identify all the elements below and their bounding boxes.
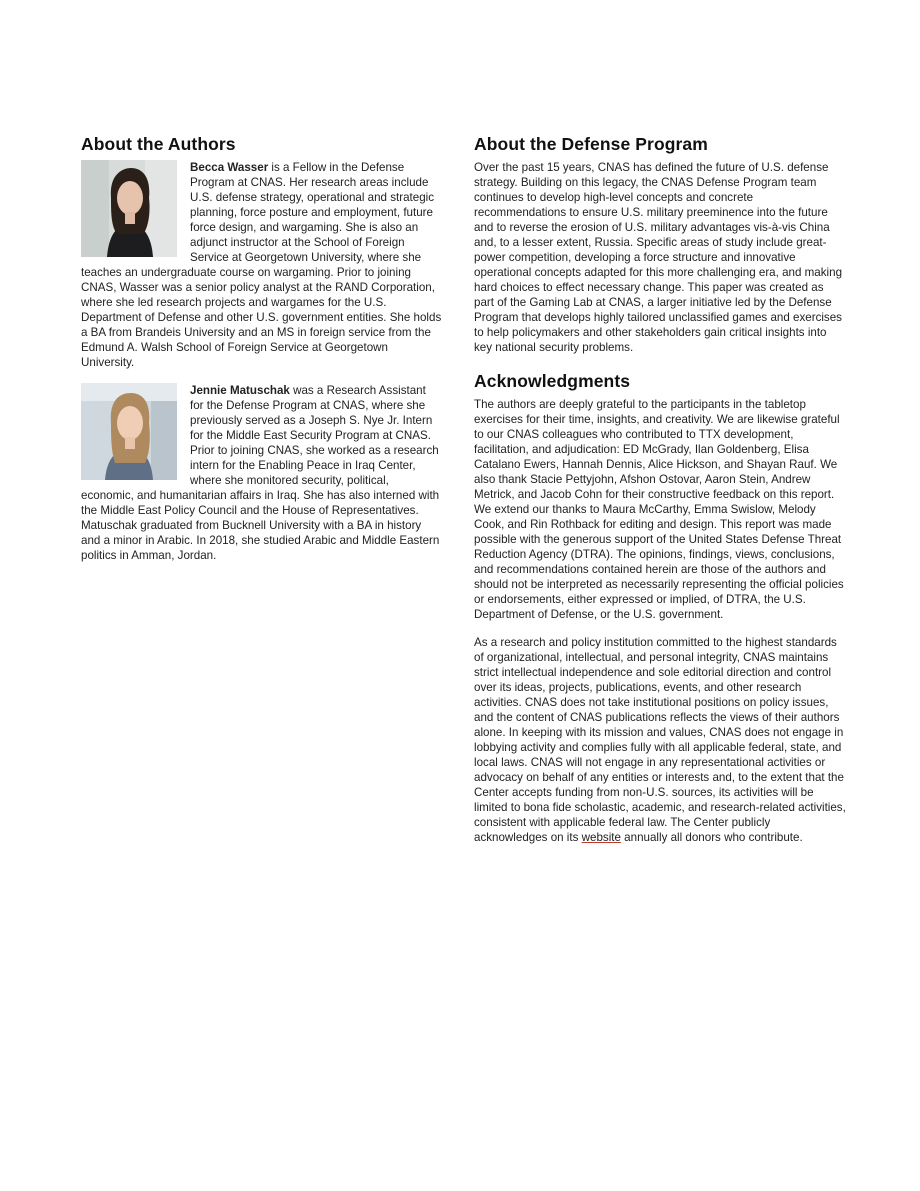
acknowledgments-paragraph-2-end: annually all donors who contribute. bbox=[620, 831, 803, 844]
acknowledgments-paragraph-2-text: As a research and policy institution committed to the highest standards of organizational, intellectual, and personal integrity, CNAS maintains strict intellectual independence and sole editorial direction and control over its ideas, projects, publications, events, and other research activities. CNAS does not take institutional positions on policy issues, and the content of CNAS publications reflects the views of their authors alone. In keeping with its mission and values, CNAS does not engage in lobbying activity and complies fully with all applicable federal, state, and local laws. CNAS will not engage in any representational activities or advocacy on behalf of any entities or interests and, to the extent that the Center accepts funding from non-U.S. sources, its activities will be limited to bona fide scholastic, academic, and research-related activities, consistent with applicable federal law. The Center publicly acknowledges on its bbox=[474, 636, 846, 844]
author-bio-body-matuschak: was a Research Assistant for the Defense Program at CNAS, where she previously served as a Joseph S. Nye Jr. Intern for the Middle East Security Program at CNAS. Prior to joining CNAS, she worked as a research intern for the Enabling Peace in Iraq Center, where she monitored security, political, economic, and humanitarian affairs in Iraq. She has also interned with the Middle East Policy Council and the House of Representatives. Matuschak graduated from Bucknell University with a BA in history and a minor in Arabic. In 2018, she studied Arabic and Middle Eastern politics in Amman, Jordan. bbox=[81, 384, 440, 562]
authors-heading: About the Authors bbox=[81, 134, 236, 154]
left-column bbox=[81, 133, 442, 563]
author-bio-body-wasser: is a Fellow in the Defense Program at CNAS. Her research areas include U.S. defense strategy, operational and strategic planning, force posture and employment, future force design, and wargaming. She is also an adjunct instructor at the School of Foreign Service at Georgetown University, where she teaches an undergraduate course on wargaming. Prior to joining CNAS, Wasser was a senior policy analyst at the RAND Corporation, where she led research projects and wargames for the U.S. Department of Defense and other U.S. government entities. She holds a BA from Brandeis University and an MS in foreign service from the Edmund A. Walsh School of Foreign Service at Georgetown University. bbox=[81, 161, 442, 369]
defense-program-text: Over the past 15 years, CNAS has defined the future of U.S. defense strategy. Building on this legacy, the CNAS Defense Program team continues to develop high-level concepts and concrete recommendations to ensure U.S. military preeminence into the future and to reverse the erosion of U.S. military advantages vis-à-vis China and, to a lesser extent, Russia. Specific areas of study include great-power competition, developing a force structure and innovative operational concepts adapted for this more challenging era, and making hard choices to effect necessary change. This paper was created as part of the Gaming Lab at CNAS, a larger initiative led by the Defense Program that develops highly tailored unclassified games and exercises to help policymakers and other stakeholders gain critical insights into key national security problems. bbox=[474, 161, 843, 354]
author-photo-wasser bbox=[81, 160, 177, 257]
right-column bbox=[474, 133, 846, 845]
defense-program-heading: About the Defense Program bbox=[474, 134, 708, 154]
author-name-matuschak: Jennie Matuschak bbox=[190, 384, 290, 397]
author-bio-matuschak bbox=[81, 383, 442, 563]
acknowledgments-paragraph-2 bbox=[474, 635, 846, 845]
author-bio-wasser bbox=[81, 160, 442, 370]
author-name-wasser: Becca Wasser bbox=[190, 161, 269, 174]
author-photo-matuschak bbox=[81, 383, 177, 480]
acknowledgments-paragraph-1: The authors are deeply grateful to the participants in the tabletop exercises for their time, insights, and creativity. We are likewise grateful to our CNAS colleagues who contributed to TTX development, facilitation, and adjudication: ED McGrady, Ilan Goldenberg, Elisa Catalano Ewers, Hannah Dennis, Alice Hickson, and Shayan Rauf. We also thank Stacie Pettyjohn, Afshon Ostovar, Aaron Stein, Andrew Metrick, and Jacob Cohn for their constructive feedback on this report. We extend our thanks to Maura McCarthy, Emma Swislow, Melody Cook, and Rin Rothback for editing and design. This report was made possible with the generous support of the United States Defense Threat Reduction Agency (DTRA). The opinions, findings, views, conclusions, and recommendations contained herein are those of the authors and should not be interpreted as necessarily representing the official policies or endorsements, either expressed or implied, of DTRA, the U.S. Department of Defense, or the U.S. government. bbox=[474, 398, 844, 621]
acknowledgments-heading: Acknowledgments bbox=[474, 371, 631, 391]
website-link[interactable]: website bbox=[581, 831, 621, 844]
